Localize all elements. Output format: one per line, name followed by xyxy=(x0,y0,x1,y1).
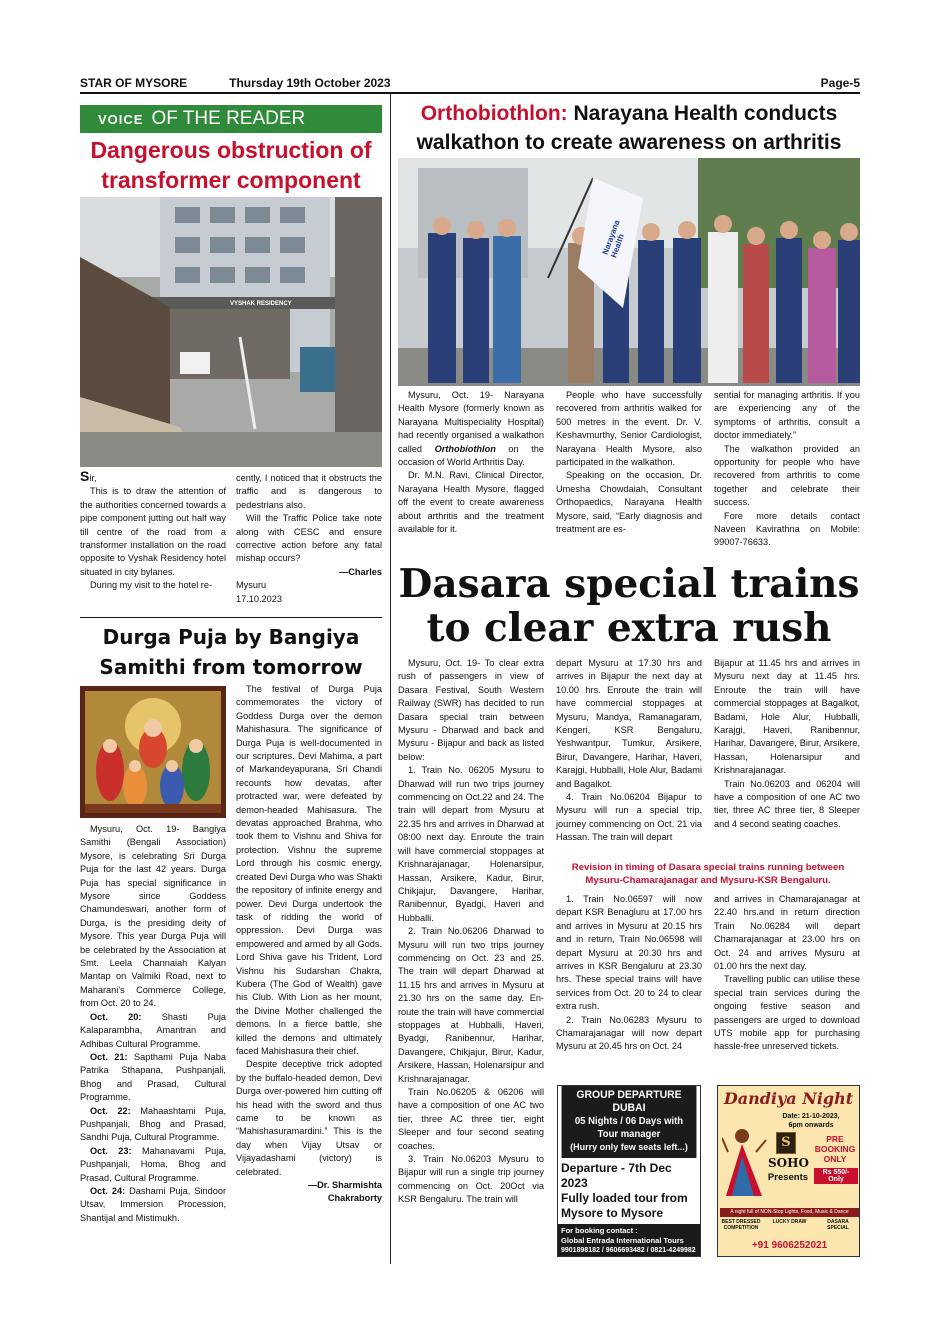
durga-col2 xyxy=(236,683,382,1206)
ortho-p2: Dr. M.N. Ravi, Clinical Director, Narayana Health Mysore, flagged off the event to create awareness about arthritis and the treatment available for it. xyxy=(398,470,544,535)
issue-date: Thursday 19th October 2023 xyxy=(229,76,391,90)
day-oct24-text: Dashami Puja, Sindoor Utsav, Immersion Procession, Shantijal and Mistimukh. xyxy=(80,1185,226,1223)
ortho-p3: People who have successfully recovered from arthritis walked for 500 metres in the event. Dr. V. Keshavmurthy, Senior Cardiologist, Narayana Health Mysore, also participated in the walkathon. xyxy=(556,390,702,468)
revision-p2: 2. Train No.06283 Mysuru to Chamarajanagar will now depart Mysuru at 20.45 hrs on Oct. 24 xyxy=(556,1014,702,1052)
dubai-loaded: Fully loaded tour from xyxy=(561,1191,688,1205)
price-tag: Rs 550/- Only xyxy=(814,1168,858,1184)
revision-p1: 1. Train No.06597 will now depart KSR Benagluru at 17.00 hrs and arrives in Mysuru at 20.15 hrs and in return, Train No.06598 will depart Mysuru at 20.30 hrs and arrives in KSR Bengaluru at 23.30 hrs. These special trains will have services from Oct. 20 to 24 to clear extra rush. xyxy=(556,894,702,1012)
voice-tag-rest: OF THE READER xyxy=(151,108,306,129)
voice-p2: During my visit to the hotel re- xyxy=(90,580,213,591)
dasara-p5: 3. Train No.06203 Mysuru to Bijapur will run a single trip journey commencing on Oct. 20Oct via KSR Bengaluru. The train will xyxy=(398,1154,544,1205)
salutation: ir, xyxy=(89,473,97,483)
walkathon-photo-art xyxy=(398,158,860,386)
durga-c2p1: The festival of Durga Puja commemorates the victory of Goddess Durga over the demon Mahishasura. The significance of Durga Puja is well-documented in our scriptures. Devi Mahima, a part of Markandeyapurana, Sri Chandi recounts how devatas, after protracted war, were defeated by demon-headed Mahisasura. The devatas approached Brahma, who took them to Vishnu and Shiva for protection. Vishnu the supreme Lord through his cosmic energy, created Devi Durga who was Shakti the repository of infinite energy and power. Devi Durga undertook the task of ridding the world of oppression. Devi Durga was empowered and armed by all Gods. Lord Shiva gave his Trident, Lord Vishnu his Sudarshan Chakra, Kubera (The God of Wealth) gave his Club. With Lion as her mount, the Divine Mother challenged the demons. In a fierce battle, she killed the demons and ultimately faced Mahishasura their chief. xyxy=(236,684,382,1056)
dubai-nights: 05 Nights / 06 Days with xyxy=(574,1116,684,1127)
dubai-ad-contact xyxy=(558,1224,700,1257)
durga-col1 xyxy=(80,823,226,1225)
durga-signature-1: —Dr. Sharmishta xyxy=(307,1180,382,1191)
durga-photo xyxy=(80,686,226,818)
day-oct23-text: Mahanavami Puja, Pushpanjali, Homa, Bhog and Prasad, Cultural Programme. xyxy=(80,1145,226,1183)
dubai-title: GROUP DEPARTURE DUBAI xyxy=(576,1089,682,1114)
dasara-p7: 4. Train No.06204 Bijapur to Mysuru will run a special trip, journey commencing on Oct. 21 via Hassan. The train will depart xyxy=(556,792,702,843)
durga-p1: Mysuru, Oct. 19- Bangiya Samithi (Bengali Association) Mysore, is celebrating Sri Durga Puja for the last 42 years. Durga Puja has special significance in Mysore since Goddess Chamundeswari, another form of Durga, is the presiding deity of Mysore. This year Durga Puja will be celebrated by the Association at Smt. Leela Channaiah Kalyan Mantap on Valmiki Road, next to Maharani’s Commerce College, from Oct. 20 to 24. xyxy=(80,824,226,1009)
transformer-photo-art xyxy=(80,197,382,467)
dubai-ad-body xyxy=(558,1158,700,1224)
dasara-p3: 2. Train No.06206 Dharwad to Mysuru will run two trips journey commencing on Oct. 23 and 25. The train will depart Dharwad at 11.15 hrs and arrives in Mysuru at 21.30 hrs on the same day. En-route the train will have commercial stoppages at Hubballi, Haveri, Byadgi, Ranibennur, Harihar, Davangere, Chikjajur, Birur, Kadur, Arsikere, Hassan, Holenarsipur and Krishnarajanagar. xyxy=(398,926,544,1084)
revision-headline: Revision in timing of Dasara special trains running between Mysuru-Chamarajanagar and Mysuru-KSR Bengaluru. xyxy=(571,862,845,886)
column-divider xyxy=(390,94,391,1264)
page-header xyxy=(80,74,860,92)
day-oct24: Oct. 24: xyxy=(90,1185,126,1196)
dubai-contact-label: For booking contact : xyxy=(561,1226,638,1235)
dasara-col1 xyxy=(398,657,544,1207)
ortho-p1 xyxy=(398,389,544,469)
durga-headline: Durga Puja by Bangiya Samithi from tomorrow xyxy=(99,625,363,679)
dandiya-date: Date: 21-10-2023, xyxy=(782,1113,840,1120)
dasara-p8: Bijapur at 11.45 hrs and arrives in Mysuru next day at 11.45 hrs. Enroute the train will have commercial stoppages at Bagalkot, Badami, Hole Alur, Hubballi, Karajgi, Haveri, Ranibennur, Harihar, Davangere, Birur, Arsikere, Hassan, Holenarsipur and Krishnarajanagar. xyxy=(714,658,860,776)
dropcap: S xyxy=(80,468,90,484)
dubai-phones: 9901898182 / 9606693482 / 0821-4249982 xyxy=(561,1247,696,1254)
dasara-p1: Mysuru, Oct. 19- To clear extra rush of passengers in view of Dasara Festival, South Western Railway (SWR) has decided to run Dasara special train between Mysuru - Dharwad and back and Mysuru - Bijapur and back as listed below: xyxy=(398,658,544,762)
voice-col2 xyxy=(236,472,382,606)
ortho-p4: Speaking on the occasion, Dr. Umesha Chowdaiah, Consultant Orthopaedics, Narayana Health Mysore, said, “Early diagnosis and treatment are es- xyxy=(556,470,702,535)
dancers-illustration xyxy=(722,1126,768,1204)
ortho-col2 xyxy=(556,389,702,536)
prebooking xyxy=(812,1134,858,1164)
ortho-headline xyxy=(398,99,860,157)
dasara-col3 xyxy=(714,657,860,831)
voice-p3: cently, I noticed that it obstructs the traffic and is dangerous to pedestrians also. xyxy=(236,473,382,510)
day-oct23: Oct. 23: xyxy=(90,1145,132,1156)
dubai-departure: Departure - 7th Dec 2023 xyxy=(561,1161,672,1190)
dandiya-strip: A night full of NON-Stop Lights, Food, Music & Dance xyxy=(720,1208,859,1217)
day-oct21: Oct. 21: xyxy=(90,1051,128,1062)
durga-s2 xyxy=(80,1051,226,1105)
durga-s3 xyxy=(80,1105,226,1145)
dasara-p4: Train No.06205 & 06206 will have a composition of one AC two tier, three AC three tier, eight Sleeper and four second seating coaches. xyxy=(398,1087,544,1151)
day-oct22-text: Mahaashtami Puja, Pushpanjali, Bhog and Prasad, Sandhi Puja, Cultural Programme. xyxy=(80,1105,226,1143)
ortho-headline-red: Orthobiothlon: xyxy=(420,102,568,125)
booking-label: BOOKING xyxy=(814,1144,856,1154)
voice-col1 xyxy=(80,470,226,593)
revision-col1 xyxy=(556,893,702,1054)
voice-banner xyxy=(80,105,382,133)
voice-p1: This is to draw the attention of the authorities concerned towards a pipe component jutting out half way till centre of the road from a transformer installation on the road opposite to Vyshak Residency hotel situated in city bylanes. xyxy=(80,486,226,577)
dubai-route: Mysore to Mysore xyxy=(561,1206,664,1220)
dasara-p2: 1. Train No. 06205 Mysuru to Dharwad will run two trips journey commencing on Oct.22 and 24. The train will depart from Mysuru at 22.35 hrs and arrives in Dharwad at 08:00 next day. Enroute the train will have commercial stoppages at Krishnarajanagar, Holenarsipur, Hassan, Arsikere, Kadur, Birur, Chikjajur, Davangere, Harihar, Ranibennur, Byadgi, Haveri and Hubballi. xyxy=(398,765,544,923)
dasara-headline: Dasara special trains to clear extra rush xyxy=(398,561,860,651)
durga-photo-art xyxy=(80,686,226,818)
day-oct20: Oct. 20: xyxy=(90,1011,142,1022)
section-rule xyxy=(80,617,382,618)
durga-signature-2: Chakraborty xyxy=(327,1193,382,1204)
letter-signature: —Charles xyxy=(339,566,382,577)
header-rule xyxy=(80,92,860,94)
dubai-hurry: (Hurry only few seats left...) xyxy=(570,1142,688,1153)
durga-s1 xyxy=(80,1011,226,1051)
dandiya-title: Dandiya Night xyxy=(723,1089,854,1108)
page-number: Page-5 xyxy=(820,76,860,90)
dandiya-features xyxy=(721,1219,858,1231)
ortho-p1b: on the occasion of World Arthritis Day. xyxy=(398,443,544,468)
ortho-p1a: Mysuru, Oct. 19- Narayana Health Mysore (formerly known as Narayana Multispeciality Hospital) had recently organised a walkathon called xyxy=(398,390,544,454)
voice-tag: VOICE xyxy=(98,111,144,127)
paper-name: STAR OF MYSORE xyxy=(80,76,188,90)
ortho-p7: Fore more details contact Naveen Kavirathna on Mobile: 99007-76633. xyxy=(714,510,860,548)
ortho-headline-rest: Narayana Health conducts walkathon to create awareness on arthritis xyxy=(416,102,842,154)
soho-presents: Presents xyxy=(767,1172,809,1183)
walkathon-photo xyxy=(398,158,860,386)
ortho-col3 xyxy=(714,389,860,550)
dubai-tour-ad xyxy=(557,1085,701,1257)
best-dressed: BEST DRESSED COMPETITION xyxy=(721,1219,761,1231)
voice-p4: Will the Traffic Police take note along with CESC and ensure corrective action before any fatal mishap occurs? xyxy=(236,513,382,564)
soho-brand: SOHO xyxy=(768,1156,809,1170)
ortho-p6: The walkathon provided an opportunity for people who have recovered from arthritis to come together and celebrate their success. xyxy=(714,443,860,508)
only-label: ONLY xyxy=(823,1154,847,1164)
revision-p3: and arrives in Chamarajanagar at 22.40 hrs.and in return direction Train No.06284 will depart Chamarajanagar at 23.00 hrs on Oct. 24 and arrives Mysuru at 01.00 hrs the next day. xyxy=(714,894,860,972)
lucky-draw: LUCKY DRAW xyxy=(772,1219,807,1225)
durga-s5 xyxy=(80,1185,226,1225)
dasara-p6: depart Mysuru at 17.30 hrs and arrives in Bijapur the next day at 10.00 hrs. Enroute the train will have commercial stoppages at Mysuru, Mandya, Ramanagaram, Kengeri, KSR Bengaluru, Yeshwantpur, Tumkur, Arsikere, Birur, Davangere, Harihar, Haveri, Karajgi, Hubballi, Hole Alur, Badami and Bagalkot. xyxy=(556,658,702,789)
durga-s4 xyxy=(80,1145,226,1185)
dasara-col2 xyxy=(556,657,702,845)
dasara-special: DASARA SPECIAL xyxy=(827,1219,849,1231)
ortho-event-name: Orthobiothlon xyxy=(434,443,496,454)
soho-logo: S xyxy=(776,1132,796,1154)
dandiya-phone: +91 9606252021 xyxy=(751,1240,828,1251)
dandiya-ad xyxy=(717,1085,860,1257)
revision-col2 xyxy=(714,893,860,1054)
dubai-ad-header xyxy=(562,1086,697,1158)
dubai-agency: Global Entrada International Tours xyxy=(561,1236,684,1245)
day-oct22: Oct. 22: xyxy=(90,1105,131,1116)
transformer-photo xyxy=(80,197,382,467)
flag-text: Narayana Health xyxy=(600,218,626,259)
dandiya-time: 6pm onwards xyxy=(788,1122,834,1129)
day-oct20-text: Shasti Puja Kalaparambha, Amantran and Adhibas Cultural Programme. xyxy=(80,1011,227,1049)
dasara-p9: Train No.06203 and 06204 will have a composition of one AC two tier, three AC three tier, 8 Sleeper and 4 second seating coaches. xyxy=(714,778,860,829)
voice-headline: Dangerous obstruction of transformer component xyxy=(90,137,372,193)
day-oct21-text: Sapthami Puja Naba Patrika Sthapana, Pushpanjali, Bhog and Prasad, Cultural Programme. xyxy=(80,1051,227,1103)
ortho-col1 xyxy=(398,389,544,536)
pre-label: PRE xyxy=(826,1134,844,1144)
dandiya-datetime xyxy=(766,1112,856,1130)
dubai-manager: Tour manager xyxy=(597,1129,661,1140)
durga-c2p2: Despite deceptive trick adopted by the buffalo-headed demon, Devi Durga over-powered him cutting off his head with the sword and thus came to be known as “Mahishasuramardini.” This is the day when Vijay Utsav or Vijayadashami (victory) is celebrated. xyxy=(236,1059,382,1177)
letter-date: 17.10.2023 xyxy=(236,593,282,604)
revision-p4: Travelling public can utilise these special train services during the ongoing festive season and passengers are urged to download UTS mobile app for purchasing hassle-free unreserved tickets. xyxy=(714,974,860,1052)
ortho-p5: sential for managing arthritis. If you are experiencing any of the symptoms of arthritis, consult a doctor immediately.” xyxy=(714,390,860,441)
photo-hotel-sign: VYSHAK RESIDENCY xyxy=(230,301,292,307)
letter-place: Mysuru xyxy=(236,580,267,591)
